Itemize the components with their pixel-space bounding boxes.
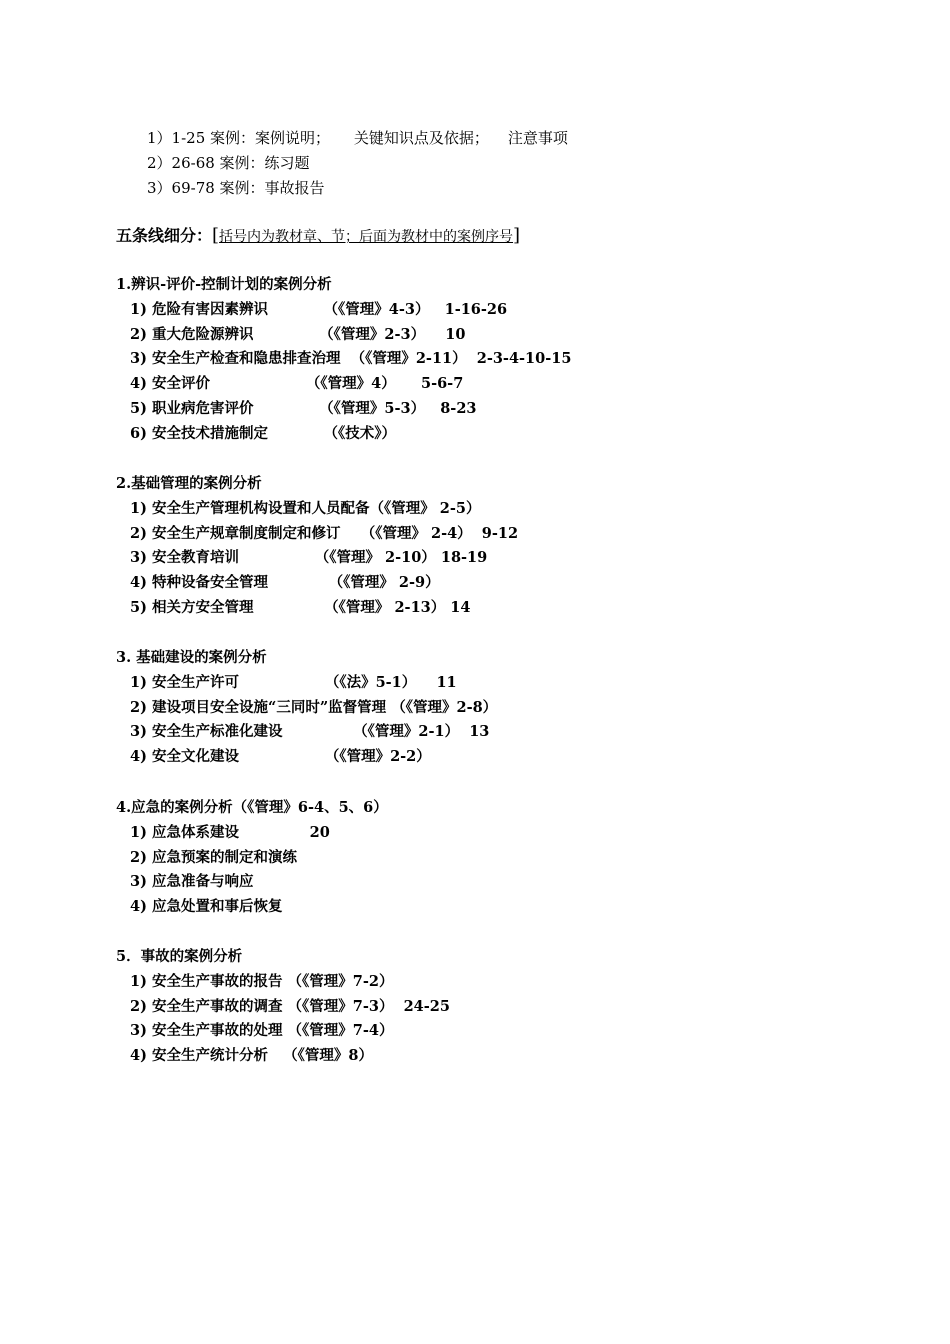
- list-item: 1) 安全生产管理机构设置和人员配备（《管理》 2-5）: [130, 499, 481, 517]
- section-title: 5．事故的案例分析: [116, 948, 243, 965]
- intro-item: 2）26-68 案例：练习题: [147, 154, 310, 172]
- section-basic-management: [116, 472, 518, 621]
- section-title: 3. 基础建设的案例分析: [116, 649, 267, 666]
- list-item: 5) 相关方安全管理 （《管理》 2-13） 14: [130, 598, 471, 616]
- section-basic-construction: [116, 646, 497, 770]
- list-item: 4) 特种设备安全管理 （《管理》 2-9）: [130, 574, 440, 592]
- list-item: 1) 危险有害因素辨识 （《管理》4-3） 1-16-26: [130, 300, 508, 318]
- heading-close-bracket: ]: [513, 225, 521, 246]
- section-title: 1.辨识-评价-控制计划的案例分析: [116, 276, 332, 293]
- section-accident: [116, 945, 450, 1069]
- list-item: 1) 应急体系建设 20: [130, 823, 330, 841]
- list-item: 2) 重大危险源辨识 （《管理》2-3） 10: [130, 325, 466, 343]
- list-item: 2) 应急预案的制定和演练: [130, 848, 297, 866]
- list-item: 2) 建设项目安全设施“三同时”监督管理 （《管理》2-8）: [130, 698, 498, 716]
- heading-note: 括号内为教材章、节；后面为教材中的案例序号: [219, 229, 514, 245]
- heading-open-bracket: [: [212, 225, 220, 246]
- list-item: 3) 应急准备与响应: [130, 873, 254, 891]
- intro-item: 1）1-25 案例：案例说明； 关键知识点及依据； 注意事项: [147, 129, 568, 147]
- list-item: 2) 安全生产事故的调查 （《管理》7-3） 24-25: [130, 997, 450, 1015]
- section-identify-evaluate-control: [116, 273, 571, 447]
- list-item: 3) 安全生产事故的处理 （《管理》7-4）: [130, 1022, 394, 1040]
- list-item: 6) 安全技术措施制定 （《技术》）: [130, 424, 397, 442]
- section-heading: [116, 224, 520, 249]
- list-item: 5) 职业病危害评价 （《管理》5-3） 8-23: [130, 399, 477, 417]
- list-item: 3) 安全生产标准化建设 （《管理》2-1） 13: [130, 723, 490, 741]
- section-title: 4.应急的案例分析（《管理》6-4、5、6）: [116, 799, 388, 816]
- intro-list: [147, 126, 568, 201]
- list-item: 4) 安全生产统计分析 （《管理》8）: [130, 1047, 373, 1065]
- section-title: 2.基础管理的案例分析: [116, 475, 262, 492]
- section-emergency: [116, 796, 388, 920]
- list-item: 4) 安全评价 （《管理》4） 5-6-7: [130, 375, 464, 393]
- list-item: 3) 安全教育培训 （《管理》 2-10） 18-19: [130, 549, 488, 567]
- list-item: 1) 安全生产许可 （《法》5-1） 11: [130, 673, 457, 691]
- list-item: 2) 安全生产规章制度制定和修订 （《管理》 2-4） 9-12: [130, 524, 519, 542]
- intro-item: 3）69-78 案例：事故报告: [147, 179, 325, 197]
- list-item: 4) 安全文化建设 （《管理》2-2）: [130, 748, 431, 766]
- list-item: 3) 安全生产检查和隐患排查治理 （《管理》2-11） 2-3-4-10-15: [130, 350, 572, 368]
- list-item: 4) 应急处置和事后恢复: [130, 898, 283, 916]
- heading-label: 五条线细分：: [116, 226, 213, 245]
- list-item: 1) 安全生产事故的报告 （《管理》7-2）: [130, 972, 394, 990]
